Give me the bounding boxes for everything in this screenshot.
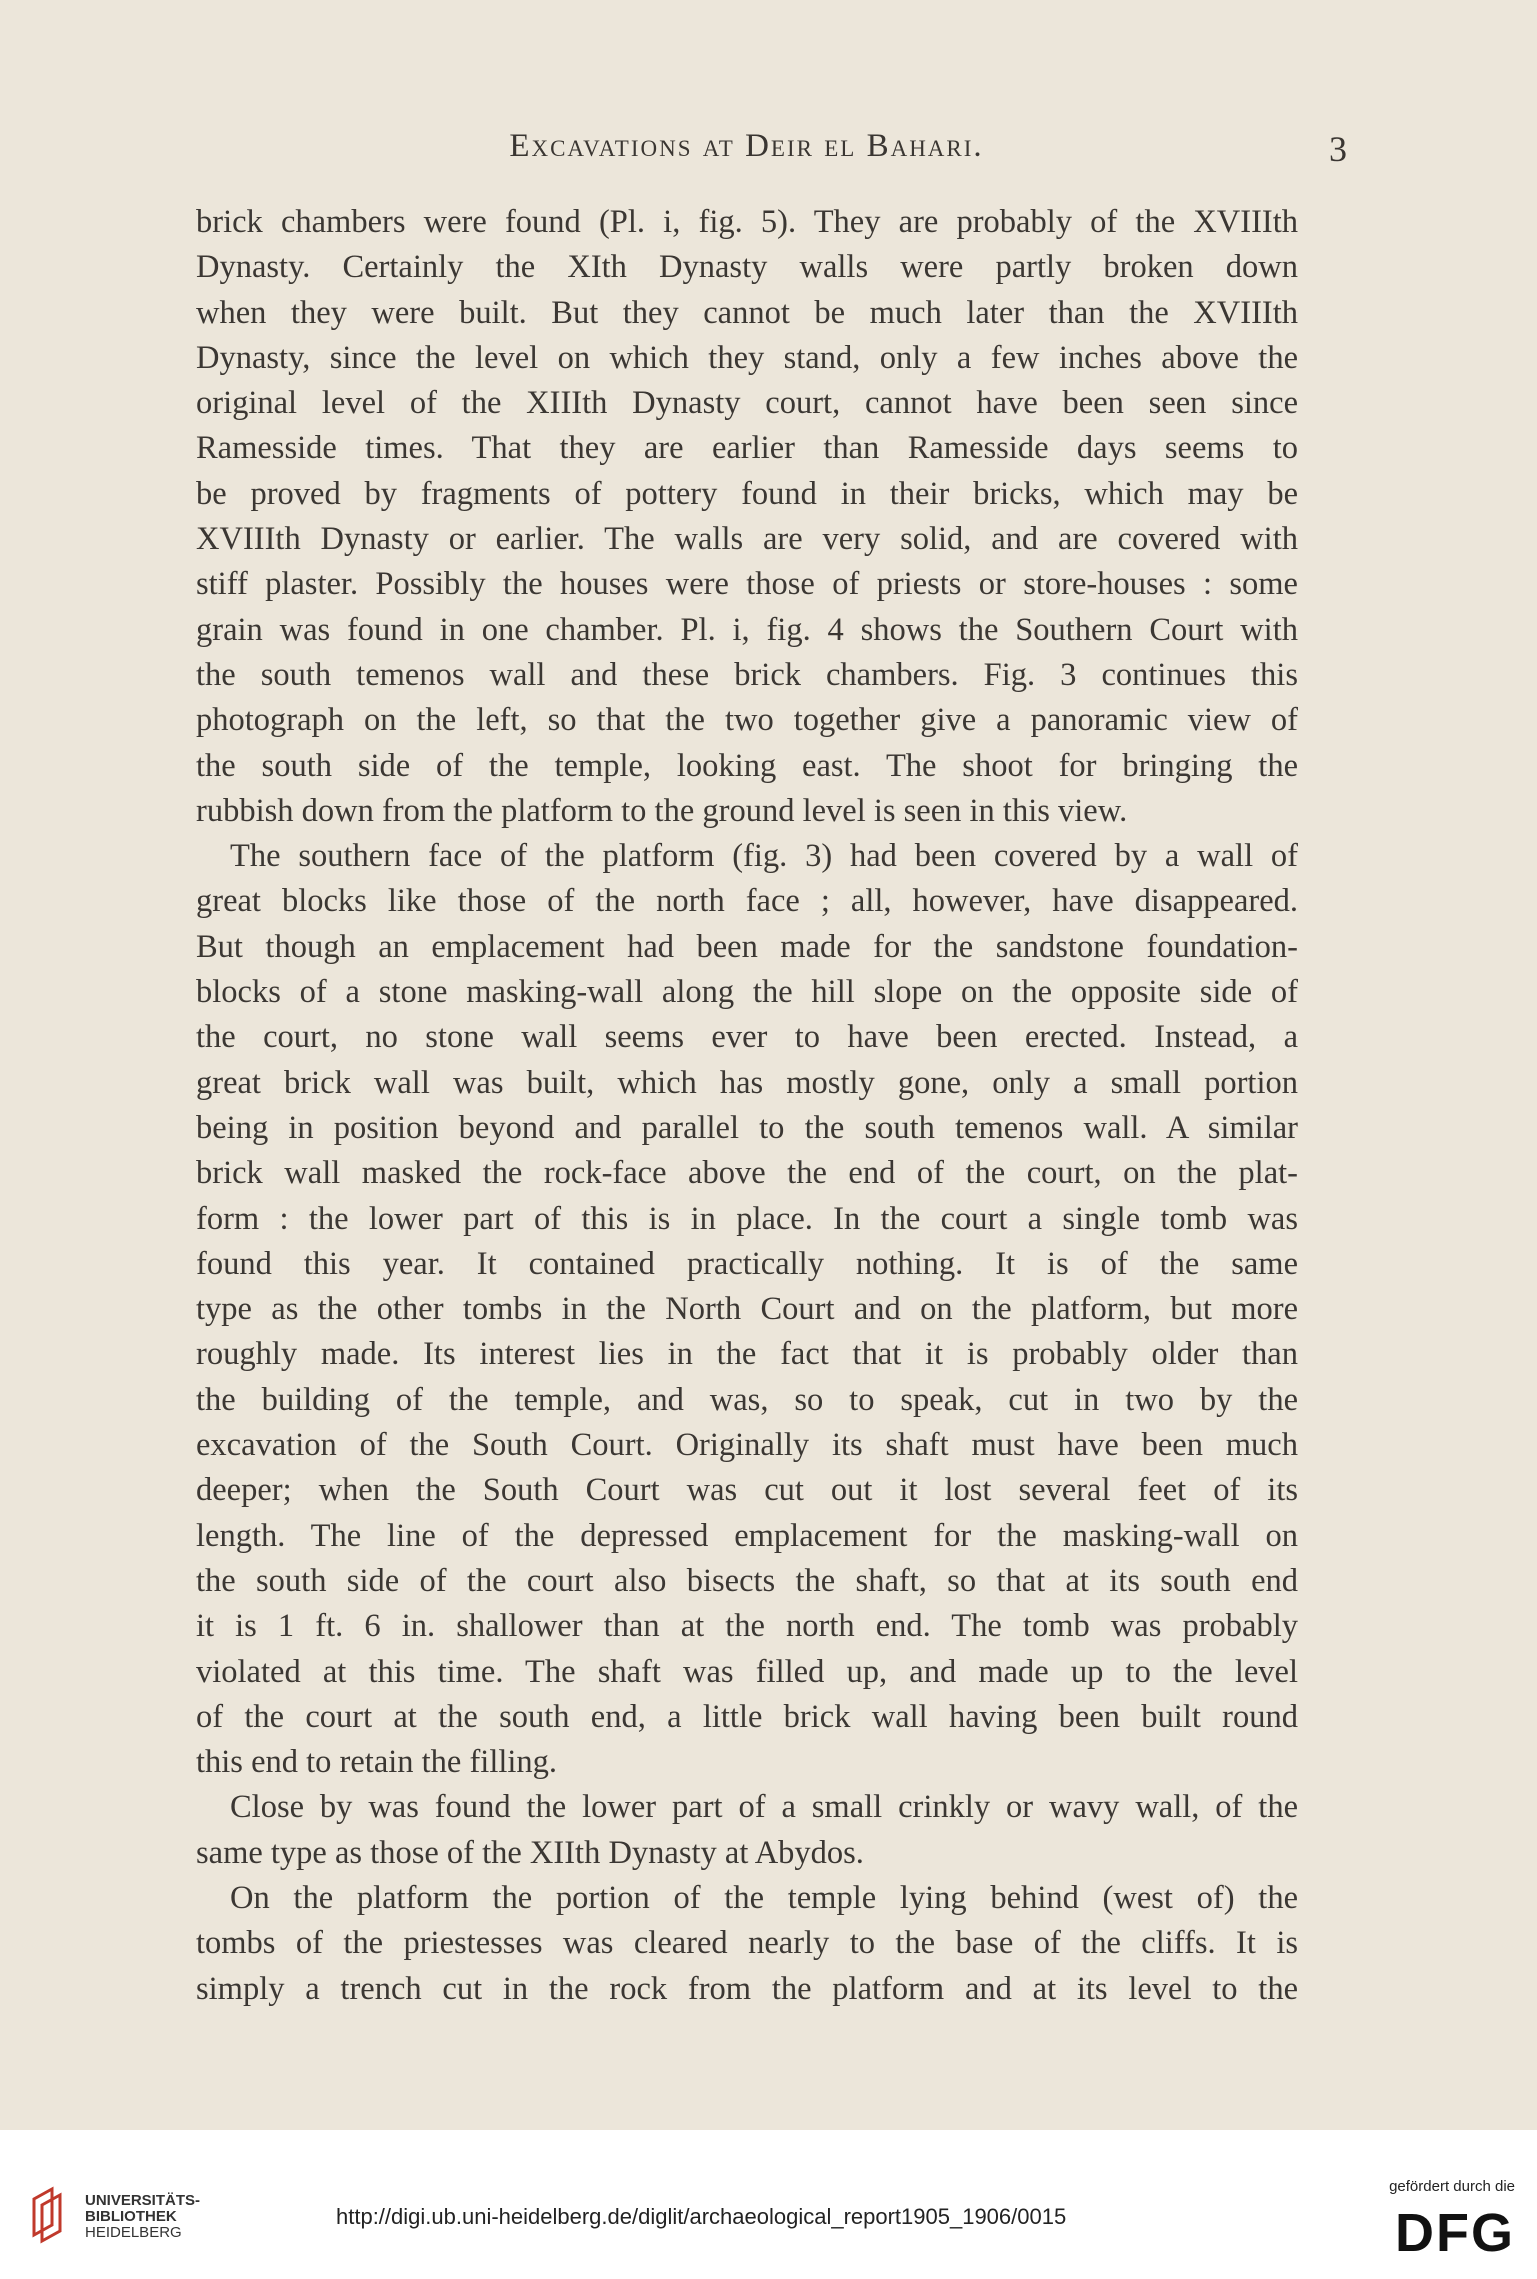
text-line: blocks of a stone masking-wall along the hill slope on the opposite side of [196,974,1298,1011]
text-line: the building of the temple, and was, so to speak, cut in two by the [196,1381,1298,1418]
paragraph [196,834,1298,1785]
running-head [196,128,1347,172]
text-line: XVIIIth Dynasty or earlier. The walls are very solid, and are covered with [196,521,1298,558]
text-line: it is 1 ft. 6 in. shallower than at the north end. The tomb was probably [196,1608,1298,1645]
text-line: Ramesside times. That they are earlier than Ramesside days seems to [196,430,1298,467]
footer-bar [0,2130,1537,2279]
text-line: this end to retain the filling. [196,1744,558,1781]
text-line: deeper; when the South Court was cut out it lost several feet of its [196,1472,1298,1509]
text-line: On the platform the portion of the temple lying behind (west of) the [230,1879,1298,1916]
text-line: roughly made. Its interest lies in the fact that it is probably older than [196,1336,1298,1373]
text-line: simply a trench cut in the rock from the platform and at its level to the [196,1970,1298,2007]
text-line: tombs of the priestesses was cleared nearly to the base of the cliffs. It is [196,1925,1298,1962]
text-line: great brick wall was built, which has mostly gone, only a small portion [196,1064,1298,1101]
text-line: the south side of the temple, looking east. The shoot for bringing the [196,747,1298,784]
text-line: found this year. It contained practically nothing. It is of the same [196,1245,1298,1282]
text-line: when they were built. But they cannot be much later than the XVIIIth [196,294,1298,331]
text-line: being in position beyond and parallel to the south temenos wall. A similar [196,1109,1298,1146]
text-line: Dynasty, since the level on which they stand, only a few inches above the [196,339,1298,376]
text-line: of the court at the south end, a little brick wall having been built round [196,1698,1298,1735]
paragraph [196,1876,1298,2012]
dfg-logo: DFG [1395,2203,1515,2263]
text-line: grain was found in one chamber. Pl. i, fig. 4 shows the Southern Court with [196,611,1298,648]
text-line: be proved by fragments of pottery found in their bricks, which may be [196,475,1298,512]
text-line: Dynasty. Certainly the XIth Dynasty walls were partly broken down [196,249,1298,286]
ub-heidelberg-logo-icon [30,2185,70,2245]
text-line: But though an emplacement had been made for the sandstone foundation- [196,928,1298,965]
text-line: Close by was found the lower part of a small crinkly or wavy wall, of the [230,1789,1298,1826]
paragraph [196,1785,1298,1876]
text-line: original level of the XIIIth Dynasty court, cannot have been seen since [196,385,1298,422]
text-line: same type as those of the XIIth Dynasty at Abydos. [196,1834,864,1871]
text-line: the south side of the court also bisects the shaft, so that at its south end [196,1562,1298,1599]
text-line: form : the lower part of this is in place. In the court a single tomb was [196,1200,1298,1237]
paragraph [196,200,1298,834]
text-line: stiff plaster. Possibly the houses were those of priests or store-houses : some [196,566,1298,603]
text-line: the court, no stone wall seems ever to have been erected. Instead, a [196,1019,1298,1056]
library-name-line1: UNIVERSITÄTS- [85,2192,201,2209]
funded-by-label: gefördert durch die [1389,2178,1515,2195]
library-name-line3: HEIDELBERG [85,2224,182,2241]
text-line: excavation of the South Court. Originally its shaft must have been much [196,1427,1298,1464]
library-name-line2: BIBLIOTHEK [85,2208,177,2225]
text-line: length. The line of the depressed emplacement for the masking-wall on [196,1517,1298,1554]
text-line: brick chambers were found (Pl. i, fig. 5). They are probably of the XVIIIth [196,204,1298,240]
permalink-url[interactable]: http://digi.ub.uni-heidelberg.de/diglit/archaeological_report1905_1906/0015 [336,2204,1067,2229]
page-number: 3 [1329,129,1347,169]
body-text [196,200,1298,2012]
text-line: the south temenos wall and these brick chambers. Fig. 3 continues this [196,656,1298,693]
text-line: great blocks like those of the north face ; all, however, have disappeared. [196,883,1298,920]
running-head-title: Excavations at Deir el Bahari. [509,128,984,164]
text-line: photograph on the left, so that the two together give a panoramic view of [196,702,1298,739]
library-name [85,2193,200,2241]
text-line: violated at this time. The shaft was filled up, and made up to the level [196,1653,1298,1690]
text-line: brick wall masked the rock-face above the end of the court, on the plat- [196,1155,1298,1192]
text-line: The southern face of the platform (fig. 3) had been covered by a wall of [230,838,1298,875]
text-line: rubbish down from the platform to the ground level is seen in this view. [196,792,1128,829]
text-line: type as the other tombs in the North Court and on the platform, but more [196,1291,1298,1328]
